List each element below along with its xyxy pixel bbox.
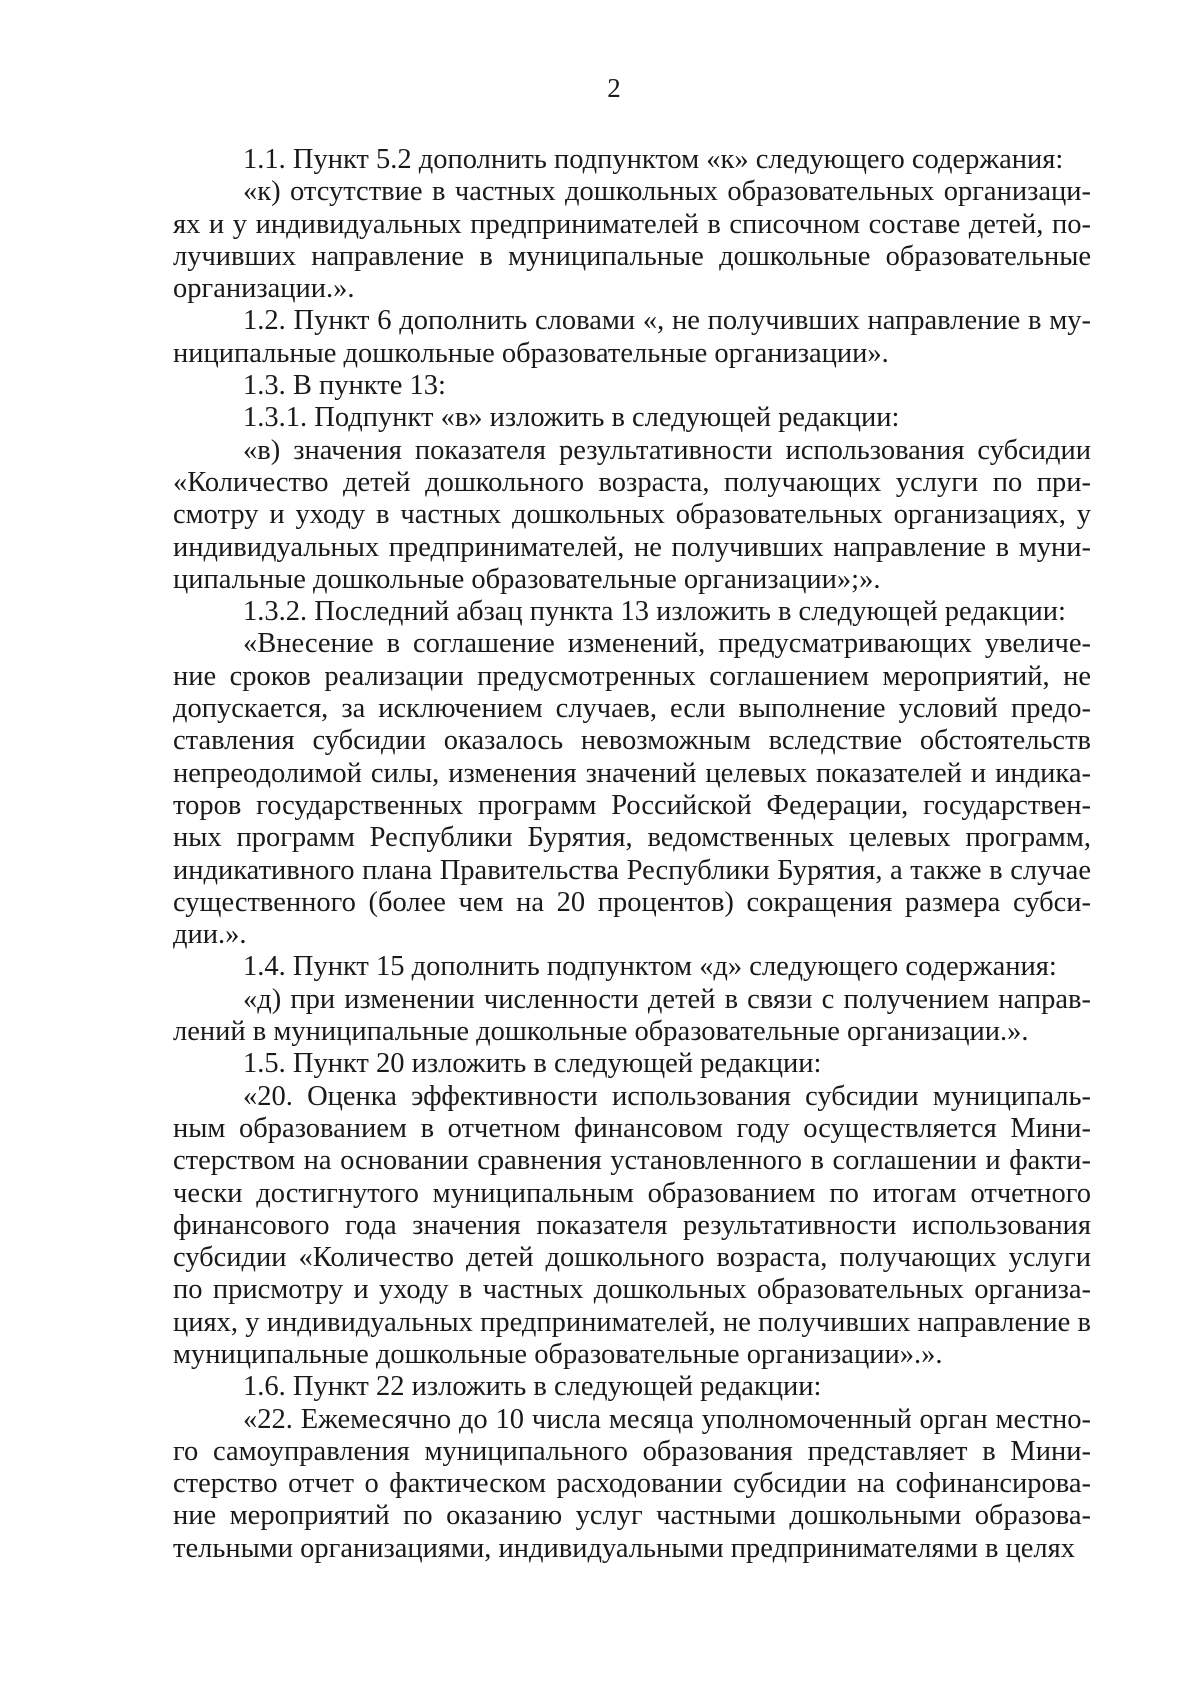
paragraph-quote-amendment: «Внесение в соглашение изменений, предусматривающих увеличение сроков реализации предусмотренных соглашением мероприятий, не допускается, за исключением случаев, если выполнение условий предоставления субсидии оказалось невозможным вследствие обстоятельств непреодолимой силы, изменения значений целевых показателей и индикаторов государственных программ Российской Федерации, государственных программ Республики Бурятия, ведомственных целевых программ, индикативного плана Правительства Республики Бурятия, а также в случае существенного (более чем на 20 процентов) сокращения размера субсидии.». — [173, 628, 1091, 951]
paragraph-1-3: 1.3. В пункте 13: — [243, 370, 446, 402]
paragraph-1-3-1: 1.3.1. Подпункт «в» изложить в следующей редакции: — [243, 402, 900, 434]
paragraph-quote-k: «к) отсутствие в частных дошкольных образовательных организациях и у индивидуальных предпринимателей в списочном составе детей, получивших направление в муниципальные дошкольные образовательные организации.». — [173, 176, 1091, 305]
paragraph-quote-22: «22. Ежемесячно до 10 числа месяца уполномоченный орган местного самоуправления муниципального образования представляет в Министерство отчет о фактическом расходовании субсидии на софинансирование мероприятий по оказанию услуг частными дошкольными образовательными организациями, индивидуальными предпринимателями в целях — [173, 1403, 1091, 1564]
paragraph-quote-20: «20. Оценка эффективности использования субсидии муниципальным образованием в отчетном финансовом году осуществляется Министерством на основании сравнения установленного в соглашении и фактически достигнутого муниципальным образованием по итогам отчетного финансового года значения показателя результативности использования субсидии «Количество детей дошкольного возраста, получающих услуги по присмотру и уходу в частных дошкольных образовательных организациях, у индивидуальных предпринимателей, не получивших направление в муниципальные дошкольные образовательные организации».». — [173, 1080, 1091, 1370]
paragraph-1-1: 1.1. Пункт 5.2 дополнить подпунктом «к» следующего содержания: — [243, 144, 1064, 175]
paragraph-1-6: 1.6. Пункт 22 изложить в следующей редакции: — [243, 1371, 822, 1403]
paragraph-1-4: 1.4. Пункт 15 дополнить подпунктом «д» следующего содержания: — [243, 951, 1057, 983]
paragraph-1-2: 1.2. Пункт 6 дополнить словами «, не получивших направление в муниципальные дошкольные образовательные организации». — [173, 305, 1091, 369]
page-number: 2 — [607, 73, 621, 103]
paragraph-1-5: 1.5. Пункт 20 изложить в следующей редакции: — [243, 1048, 822, 1080]
paragraph-quote-v: «в) значения показателя результативности использования субсидии «Количество детей дошкольного возраста, получающих услуги по присмотру и уходу в частных дошкольных образовательных организациях, у индивидуальных предпринимателей, не получивших направление в муниципальные дошкольные образовательные организации»;». — [173, 434, 1091, 595]
paragraph-1-3-2: 1.3.2. Последний абзац пункта 13 изложить в следующей редакции: — [243, 596, 1066, 628]
document-body — [173, 144, 1091, 1565]
paragraph-quote-d: «д) при изменении численности детей в связи с получением направлений в муниципальные дошкольные образовательные организации.». — [173, 983, 1091, 1048]
